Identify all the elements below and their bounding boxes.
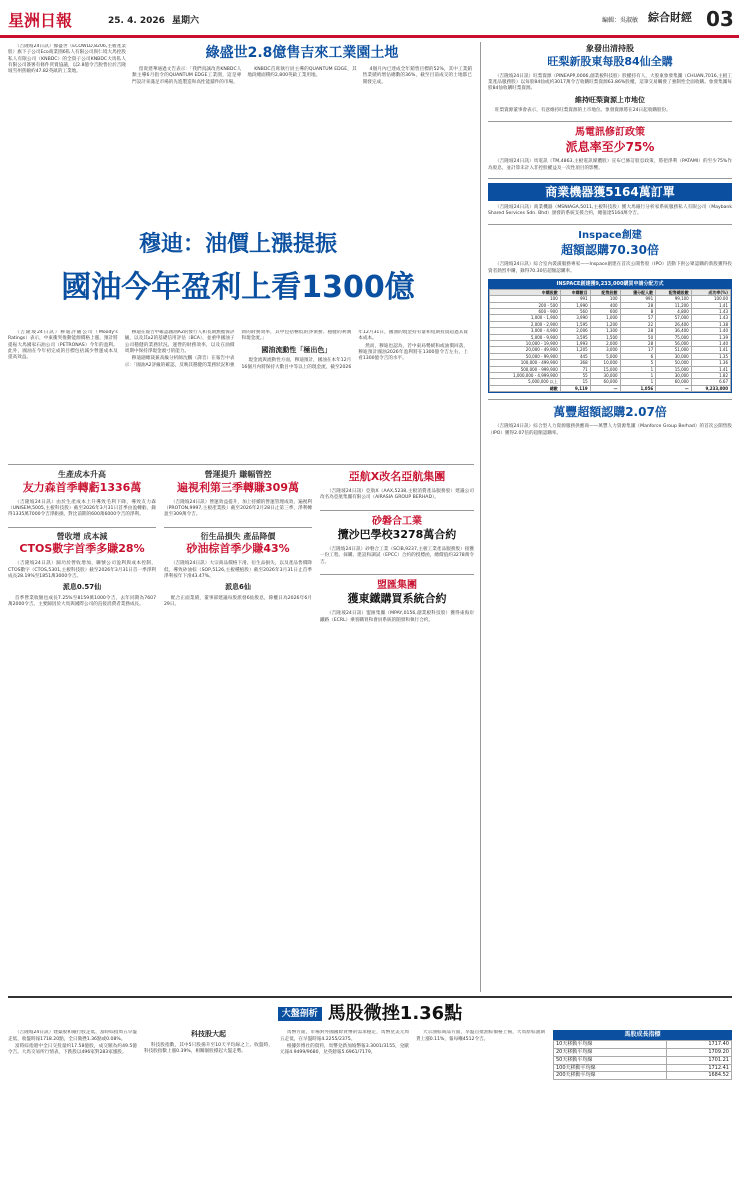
table-cell: 56,000 (656, 341, 692, 347)
table-cell: 28 (620, 302, 656, 308)
table-cell: 15,000 (656, 366, 692, 372)
table-cell: 5,000,000 以上 (490, 379, 561, 385)
table-row (554, 1049, 732, 1057)
ecowld-body-c: 4個月內已達成全年銷售目標的52%，其中工業銷售業績約增佔總數的36%，截至目前成交的土地都已開發完成。 (362, 66, 472, 85)
market-indicator-box (553, 1030, 732, 1194)
inspace-col-header: 申購股數 (490, 289, 561, 295)
table-cell: 15 (560, 379, 590, 385)
table-cell: 71 (560, 366, 590, 372)
table-cell: 6.67 (691, 379, 730, 385)
table-cell: 991 (560, 296, 590, 302)
table-cell: 368 (560, 360, 590, 366)
editor-credit: 編輯：吳淑敏 (602, 17, 639, 24)
market-kicker: 大盤剖析 (278, 1007, 322, 1021)
table-cell: 2,006 (560, 328, 590, 334)
table-cell: 50,000 - 99,900 (490, 353, 561, 359)
table-cell: 15,000 (590, 366, 620, 372)
market-para-1: （吉隆坡24日訊）建築股和銀行股走低，富時綜指周五早盤走低，收盤時報1718.20點，全日微挫1.36點或0.08%。 (8, 1030, 137, 1042)
section-divider (8, 464, 474, 465)
table-cell: 500,000 - 999,900 (490, 366, 561, 372)
table-total-cell: — (656, 385, 692, 391)
newspaper-logo: 星洲日報 (8, 11, 73, 30)
table-cell: 100.00 (691, 296, 730, 302)
ctos-headline: CTOS數字首季多賺28% (19, 542, 145, 556)
table-total-cell: 總數 (490, 385, 561, 391)
table-cell: 57 (620, 315, 656, 321)
table-cell: 50天移動平均線 (554, 1056, 667, 1064)
sand-body: （吉隆坡24日訊）大宗商品價格下滑、衍生品損失，以及產品售價降低，導致砂油棕（SOP,5126,主板種植股）截至2026年3月31日止首季淨利按年下滑43.47%。 (164, 561, 312, 579)
table-cell: 1.82 (691, 372, 730, 378)
table-cell: 100 (490, 296, 561, 302)
maybank-body: （吉隆坡24日訊）商業機器（MSNIAGA,5011,主板科技股）獲大馬銀行分析家系統服務私人有限公司（Maybank Shared Services Sdn. Bhd）頒發的系統支援合約，總值達5164萬令吉。 (488, 205, 732, 217)
manforce-headline: 萬豐超額認購2.07倍 (553, 405, 667, 420)
table-cell: 400 (590, 302, 620, 308)
sand-headline: 砂油棕首季少賺43% (186, 542, 290, 556)
brdb-kicker: 營運提升 賺幅管控 (204, 470, 272, 479)
inspace-table-title: INSPACE創建獲9,233,000購買申請分配方式 (489, 280, 731, 289)
table-cell: 8 (620, 309, 656, 315)
table-row (554, 1064, 732, 1072)
table-cell: 1.36 (691, 360, 730, 366)
maxis-headline: 派息率至少75% (565, 140, 655, 155)
inspace-body: （吉隆坡24日訊）綜合室內裝潢服務專家——Inspace創建在首次公開售股（IPO）活動下供公眾認購的新股獲得投資者熱烈申購，錄得70.30倍超額認購率。 (488, 262, 732, 274)
table-cell: 1.43 (691, 309, 730, 315)
table-cell: 5 (620, 360, 656, 366)
maxis-kicker: 馬電訊修訂政策 (575, 126, 645, 138)
inspace-col-header: 申購數目 (560, 289, 590, 295)
table-cell: 28 (620, 341, 656, 347)
mutiara-subhead-block (8, 268, 468, 326)
unisem-kicker: 生產成本升高 (58, 470, 106, 479)
table-cell: 1,000 - 1,900 (490, 315, 561, 321)
mutiara-article-body (8, 330, 468, 458)
table-cell: 2,000 - 2,900 (490, 321, 561, 327)
inspace-headline: 超額認購70.30倍 (561, 243, 659, 258)
table-cell: 1.40 (691, 328, 730, 334)
sand-body-2: 配合正面業績，董事部建議每股派發6仙股息，除權日為2026年6月29日。 (164, 595, 312, 608)
table-cell: 99,100 (656, 296, 692, 302)
table-total-cell: — (590, 385, 620, 391)
pineapple-subhead: 維持旺梨資源上市地位 (575, 95, 645, 104)
table-cell: 10,000 - 19,900 (490, 341, 561, 347)
table-cell: 3,000 (590, 347, 620, 353)
table-cell: 1,595 (560, 321, 590, 327)
bottom-divider (8, 996, 732, 998)
market-indicator-table (553, 1040, 732, 1080)
maybank-headline: 商業機器獲5164萬訂單 (488, 183, 732, 201)
market-section (8, 1002, 732, 1194)
masthead (0, 0, 739, 38)
table-cell: 200 - 500 (490, 302, 561, 308)
table-cell: 1712.41 (666, 1064, 731, 1072)
table-cell: 60,000 (656, 379, 692, 385)
table-total-cell: 9,119 (560, 385, 590, 391)
page-number: 03 (706, 7, 734, 31)
inspace-table (488, 279, 732, 393)
table-cell: 51,000 (656, 347, 692, 353)
shia-headline: 攬沙巴學校3278萬合約 (337, 528, 457, 541)
table-row (554, 1072, 732, 1080)
table-cell: 1.38 (691, 321, 730, 327)
maxis-body: （吉隆坡24日訊）馬電訊（TM,4863,主板電訊媒體股）宣布已修訂股息政策，將把淨利（PATAMI）的至少75%作為股息，並計算未計入非控股權益及一次性項目的影響。 (488, 159, 732, 171)
table-cell: 600 - 900 (490, 309, 561, 315)
airasia-headline: 亞航X改名亞航集團 (348, 470, 446, 483)
table-cell: 17 (620, 347, 656, 353)
mutiara-headline-block (8, 230, 468, 270)
column-divider (480, 42, 481, 992)
article-ecowld (132, 44, 472, 222)
table-cell: 991 (620, 296, 656, 302)
table-cell: 1.41 (691, 347, 730, 353)
mutiara-para-1: （吉隆坡24日訊）穆迪評級公司（Moody's Ratings）表示，中東衝突推動能源價格上漲，預計將提振大馬國家石油公司（PETRONAS）今年的盈利。此外，國油在今年初完成的目標包括減少營運成本及提高效益。 (8, 330, 118, 361)
unisem-body: （吉隆坡24日訊）由於生產成本上升導致毛利下降，導致友力森（UNISEM,5005,主板科技股）截至2026年3月31日首季由盈轉虧，錄得1335萬7000令吉淨虧損，對比前期的600萬6000令吉的淨利。 (8, 499, 156, 518)
table-total-cell: 1,056 (620, 385, 656, 391)
table-cell: 3,990 (560, 315, 590, 321)
table-cell: 20天移動平均線 (554, 1049, 667, 1057)
inspace-col-header: 成功率(%) (691, 289, 730, 295)
right-column (488, 44, 732, 992)
table-cell: 1.40 (691, 341, 730, 347)
table-row (554, 1056, 732, 1064)
table-cell: 30,000 (656, 372, 692, 378)
inspace-col-header: 配售總股數 (656, 289, 692, 295)
inspace-col-header: 獲分配人數 (620, 289, 656, 295)
mutiara-subheadline: 國油今年盈利上看1300億 (61, 270, 415, 305)
meng-headline: 獲東鐵購買系統合約 (347, 592, 447, 606)
table-cell: 28 (620, 328, 656, 334)
table-cell: 3,595 (560, 334, 590, 340)
table-cell: 1.35 (691, 353, 730, 359)
market-para-2: 富時綜指週中全日交投量約17.58億股，成交額為約49.5億令吉。大馬交易所行情表，下跌股以496家對283家漲股。 (8, 1043, 137, 1056)
table-cell: 100,000 - 499,900 (490, 360, 561, 366)
table-cell: 10,000 (590, 360, 620, 366)
table-cell: 1,500 (590, 334, 620, 340)
table-cell: 3,000 - 4,900 (490, 328, 561, 334)
table-cell: 1709.20 (666, 1049, 731, 1057)
table-cell: 30,000 (590, 372, 620, 378)
table-total-cell: 9,233,000 (691, 385, 730, 391)
unisem-headline: 友力森首季轉虧1336萬 (22, 480, 142, 494)
meng-body: （吉隆坡24日訊）盟匯集團（MPAY,0156,創業板科技股）獲得東海岸鐵路（ECRL）乘客購買和會員系統的開發和執行合約。 (320, 611, 474, 623)
table-cell: 11,200 (656, 302, 692, 308)
pineapple-headline: 旺梨新股東每股84仙全購 (547, 54, 673, 68)
table-cell: 1,000,000 - 4,999,900 (490, 372, 561, 378)
table-cell: 20,000 - 49,900 (490, 347, 561, 353)
table-cell: 1,990 (560, 302, 590, 308)
market-subhead: 科技股大起 (191, 1030, 226, 1039)
sand-kicker: 衍生品損失 產品降價 (200, 531, 276, 541)
table-cell: 1 (620, 379, 656, 385)
shia-kicker: 砂磐合工業 (372, 515, 422, 527)
market-para-4: 馬幣方面，市場對外國國際貨幣的需求穩定，馬幣兌美元周五走低，在早盤時報4.2255/2375。 (280, 1030, 409, 1042)
airasia-body: （吉隆坡24日訊）亞航X（AAX,5238,主板消費產品服務股）建議公司改名為亞航集團有限公司（AIRASIA GROUP BERHAD）。 (320, 488, 474, 501)
asia-lower-column (320, 470, 474, 990)
issue-weekday: 星期六 (172, 16, 200, 26)
table-cell: 30,000 (656, 353, 692, 359)
pineapple-body: （吉隆坡24日訊）旺梨資源（PINEAPP,0006,創業板科技股）股權持有人，大股東象發集團（CHUAN,7016,主板工業產品服務股）以每股84仙或約3017萬令吉收購旺梨資源63.86%股權，這筆交易觸發了強制性全面收購。象發集團每股84仙收購旺梨資源。 (488, 73, 732, 92)
table-cell: 1.41 (691, 366, 730, 372)
brdb-body: （吉隆坡24日訊）營運效益提升，加上持續的營運管理成效，遍視利（PROTON,9997,主板產業股）截至2026年2月28日止第三季，淨利轉盈至309萬令吉。 (164, 499, 312, 518)
table-cell: 36,400 (656, 328, 692, 334)
table-cell: 200天移動平均線 (554, 1072, 667, 1080)
table-row (554, 1041, 732, 1049)
table-cell: 5,000 (590, 353, 620, 359)
brdb-headline: 遍視利第三季轉賺309萬 (177, 480, 299, 494)
table-cell: 50,000 (656, 360, 692, 366)
table-cell: 6 (620, 353, 656, 359)
ctos-body-2: 首季營業收額也成長7.25%至8159萬1000令吉，去年同期為7607萬2000令吉。主要歸因於大馬與國際公司的直接消費者業務成長。 (8, 595, 156, 608)
table-cell: 57,000 (656, 315, 692, 321)
table-cell: 1,205 (560, 347, 590, 353)
mutiara-para-3: 穆迪副總裁兼高級分析師沈鵬（譯音）在報告中表示：「國油A2評級的確認，反映其穩健的業務狀況和強勁的財務效率，其中包括極低的淨債務、穩健的利潤和現金流。」 (124, 330, 352, 368)
table-cell: 560 (560, 309, 590, 315)
table-cell: 50 (620, 334, 656, 340)
table-cell: 22 (620, 321, 656, 327)
table-cell: 60,000 (590, 379, 620, 385)
table-cell: 1,300 (590, 328, 620, 334)
mutiara-para-5: 然而，穆迪也認為，若中東局勢緩和或油價回落，穆迪預計國油2026年盈利將在1300億令吉左右，上看1300億令吉的水平。 (358, 343, 468, 362)
market-headline: 馬股微挫1.36點 (327, 1003, 463, 1024)
table-cell: 1,000 (590, 315, 620, 321)
sand-subhead: 派息6仙 (225, 583, 251, 592)
table-cell: 445 (560, 353, 590, 359)
mutiara-para-2: 穆迪在報告中確認國油A2的發行人和長期無擔保評級，以及其a2的基礎信用評估（BCA），並重申國油子公司穩健的業務狀況、運營的財務效率，以及在油價周期中保持淨現金頭寸的能力。 (124, 330, 235, 354)
table-cell: 55 (560, 372, 590, 378)
market-para-3: 科技股指數，其中5只股揚升至10天平均線之上。收盤時，科技股指數上漲0.39%，相關個股撐起大盤走勢。 (144, 1042, 273, 1055)
issue-date: 25. 4. 2026 (108, 16, 165, 26)
table-cell: 1 (620, 372, 656, 378)
left-lower-column (8, 470, 156, 990)
ecowld-headline: 綠盛世2.8億售吉來工業園土地 (205, 45, 399, 61)
table-cell: 1701.21 (666, 1056, 731, 1064)
mutiara-para-4: 現金流與流動性方面，穆迪預計，國油在本年12月16個月內將保持大數目中等以上的現金流，截至2026年12月31日，國油的現金持有量和短期投資超過其資本成本。 (241, 330, 468, 370)
mutiara-kicker: 穆迪：油價上漲提振 (138, 232, 337, 257)
table-cell: 1.41 (691, 302, 730, 308)
table-cell: 1 (620, 366, 656, 372)
pineapple-body-2: 旺梨資源董事會表示，有意維持旺梨資源的上市地位。象發資源將在24日起收購股份。 (494, 108, 671, 114)
table-total-row (490, 385, 731, 391)
table-cell: 600 (590, 309, 620, 315)
table-cell: 1,200 (590, 321, 620, 327)
market-para-6: 大宗油棕商品方面，早盤首批油棕價格上揚，大馬原棕油期貨上漲0.11%，報每噸4512令吉。 (416, 1030, 545, 1042)
mid-lower-column (164, 470, 312, 990)
market-para-5: 根據彭博社的資料，馬幣兌新加坡幣報3.3001/3155，兌歐元報4.9499/9680，兌英鎊報5.6961/7179。 (280, 1043, 409, 1056)
table-cell: 4,800 (656, 309, 692, 315)
table-cell: 100天移動平均線 (554, 1064, 667, 1072)
table-cell: 1717.40 (666, 1041, 731, 1049)
table-cell: 5,000 - 9,900 (490, 334, 561, 340)
manforce-body: （吉隆坡24日訊）綜合型人力資源服務供應商——萬豐人力資源集團（Manforce Group Berhad）的首次公開售股（IPO）獲得2.07倍的超額認購率。 (488, 424, 732, 436)
article-ecowld-intro: （吉隆坡24日訊）綠盛世（ECOWLD,8206,主板產業股）旗下子公司Eco商業園6私人有限公司與仁境大馬控股私人有限公司（KNBDC）的全資子公司KNBDC大馬私人有限公司簽署有條件買賣協議，以2.8億令吉脫售位於吉隆坡雪州蕉賴約47.82英畝的工業地。 (8, 44, 126, 75)
meng-kicker: 盟匯集團 (377, 579, 417, 591)
inspace-table-grid (489, 289, 731, 392)
shia-body: （吉隆坡24日訊）砂磐合工業（SCIB,9237,主板工業產品服務股）接獲一份工程、採購、建設和調試（EPCC）合約的授標函，總價值約3278萬令吉。 (320, 546, 474, 565)
pineapple-kicker: 象發出清持股 (586, 44, 634, 53)
ctos-body: （吉隆坡24日訊）歸功於營收增加，聯號公司盈利與成本控制，CTOS數字（CTOS,5301,主板科技股）截至2026年3月31日首一季淨利成長28.19%至1851萬3000令吉。 (8, 561, 156, 579)
mutiara-subhead-liquidity: 國油流動性「極出色」 (261, 345, 332, 354)
section-name: 綜合財經 (648, 11, 692, 24)
ctos-kicker: 營收增 成本減 (56, 531, 108, 541)
ctos-subhead: 派息0.57仙 (62, 583, 102, 592)
table-cell: 10天移動平均線 (554, 1041, 667, 1049)
inspace-kicker: Inspace創建 (578, 229, 642, 241)
table-cell: 2,000 (590, 341, 620, 347)
market-table-title: 馬股成長指標 (553, 1030, 732, 1040)
table-cell: 1.43 (691, 315, 730, 321)
ecowld-body-b: KNBDC首席執行員主導的QUANTUM EDGE，其地段總面積約2,800英畝工業用地。 (247, 66, 357, 79)
inspace-col-header: 配售股數 (590, 289, 620, 295)
table-cell: 100 (590, 296, 620, 302)
table-cell: 75,000 (656, 334, 692, 340)
table-cell: 26,400 (656, 321, 692, 327)
ecowld-body-a: 留貴建華通過文告表示：「我們真誠改善KNBDC人類主導6月指令的QUANTUM EDGE工業園，這是專門設計來滿足市場的先進製造和高性能鑄件的市場。 (132, 66, 242, 85)
table-cell: 1.39 (691, 334, 730, 340)
table-cell: 1684.52 (666, 1072, 731, 1080)
table-cell: 1,993 (560, 341, 590, 347)
